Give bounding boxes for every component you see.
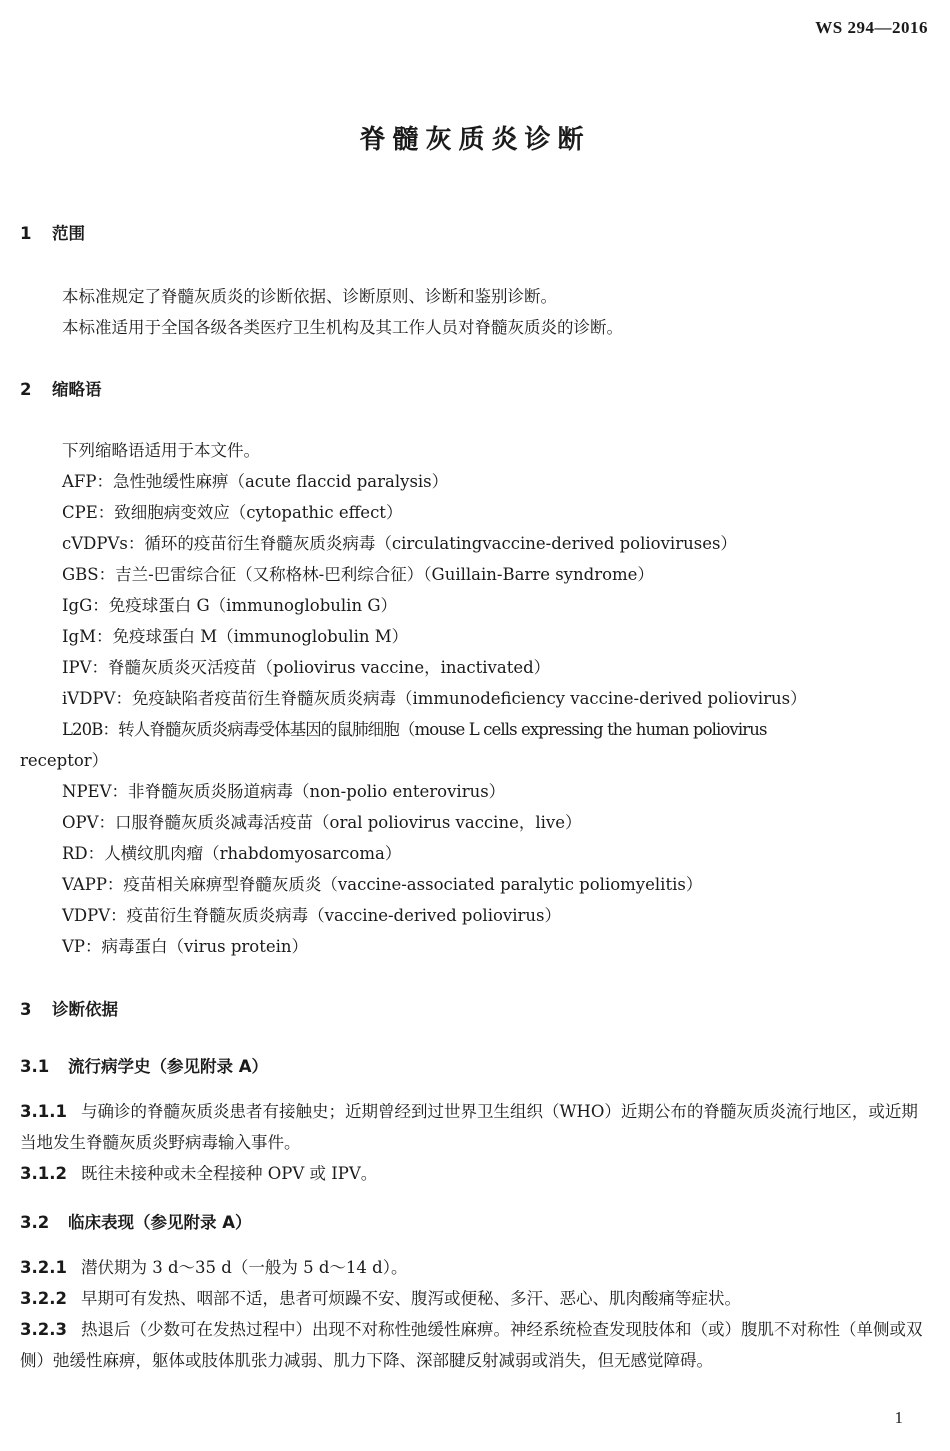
subsection-3-2-heading [20,1209,252,1233]
abbreviation-item: IgM：免疫球蛋白 M（immunoglobulin M） [62,627,409,646]
subsection-number: 3.1 [20,1057,50,1076]
section-1-heading [20,220,85,244]
section-3-heading [20,996,118,1020]
subsection-number: 3.2 [20,1213,50,1232]
clause-number: 3.2.2 [20,1289,67,1308]
section-title: 诊断依据 [52,1000,118,1019]
clause-text: 热退后（少数可在发热过程中）出现不对称性弛缓性麻痹。神经系统检查发现肢体和（或）腹肌不对称性（单侧或双侧）弛缓性麻痹，躯体或肢体肌张力减弱、肌力下降、深部腱反射减弱或消失，但无感觉障碍。 [20,1320,923,1370]
clause-text: 既往未接种或未全程接种 OPV 或 IPV。 [80,1164,378,1183]
clause-text: 潜伏期为 3 d～35 d（一般为 5 d～14 d）。 [80,1258,408,1277]
abbreviation-item: VDPV：疫苗衍生脊髓灰质炎病毒（vaccine-derived poliovirus） [62,906,561,925]
paragraph: 本标准适用于全国各级各类医疗卫生机构及其工作人员对脊髓灰质炎的诊断。 [62,318,623,337]
abbreviation-item: VP：病毒蛋白（virus protein） [62,937,309,956]
abbreviation-item: GBS：吉兰-巴雷综合征（又称格林-巴利综合征）（Guillain-Barre syndrome） [62,565,654,584]
clause-3-1-2 [20,1158,930,1189]
clause-3-2-2 [20,1283,930,1314]
clause-text: 早期可有发热、咽部不适，患者可烦躁不安、腹泻或便秘、多汗、恶心、肌肉酸痛等症状。 [80,1289,741,1308]
clause-number: 3.2.3 [20,1320,67,1339]
abbreviation-item: RD：人横纹肌肉瘤（rhabdomyosarcoma） [62,844,402,863]
abbreviation-item: iVDPV：免疫缺陷者疫苗衍生脊髓灰质炎病毒（immunodeficiency vaccine-derived poliovirus） [62,689,807,708]
section-title: 范围 [52,224,85,243]
clause-3-2-3 [20,1314,930,1376]
paragraph: 本标准规定了脊髓灰质炎的诊断依据、诊断原则、诊断和鉴别诊断。 [62,287,557,306]
page-number: 1 [894,1408,903,1427]
section-number: 3 [20,1000,32,1019]
subsection-title: 流行病学史（参见附录 A） [68,1057,269,1076]
abbreviation-item: cVDPVs：循环的疫苗衍生脊髓灰质炎病毒（circulatingvaccine-derived polioviruses） [62,534,737,553]
paragraph: 下列缩略语适用于本文件。 [62,441,260,460]
abbreviation-item: L20B：转人脊髓灰质炎病毒受体基因的鼠肺细胞（mouse L cells expressing the human poliovirus [62,720,767,739]
clause-number: 3.1.2 [20,1164,67,1183]
abbreviation-item: AFP：急性弛缓性麻痹（acute flaccid paralysis） [62,472,449,491]
abbreviation-item: IPV：脊髓灰质炎灭活疫苗（poliovirus vaccine，inactivated） [62,658,551,677]
abbreviation-item: IgG：免疫球蛋白 G（immunoglobulin G） [62,596,398,615]
clause-number: 3.2.1 [20,1258,67,1277]
clause-3-1-1 [20,1096,930,1158]
subsection-3-1-heading [20,1053,268,1077]
abbreviation-item: CPE：致细胞病变效应（cytopathic effect） [62,503,403,522]
standard-number: WS 294—2016 [815,18,928,37]
abbreviation-item: VAPP：疫苗相关麻痹型脊髓灰质炎（vaccine-associated paralytic poliomyelitis） [62,875,703,894]
clause-text: 与确诊的脊髓灰质炎患者有接触史；近期曾经到过世界卫生组织（WHO）近期公布的脊髓灰质炎流行地区，或近期当地发生脊髓灰质炎野病毒输入事件。 [20,1102,918,1152]
clause-number: 3.1.1 [20,1102,67,1121]
subsection-title: 临床表现（参见附录 A） [68,1213,252,1232]
abbreviation-item-continuation: receptor） [20,751,109,770]
section-number: 2 [20,380,32,399]
section-number: 1 [20,224,32,243]
section-title: 缩略语 [52,380,102,399]
section-2-heading [20,376,102,400]
document-title: 脊髓灰质炎诊断 [359,125,591,155]
abbreviation-item: OPV：口服脊髓灰质炎减毒活疫苗（oral poliovirus vaccine，live） [62,813,582,832]
clause-3-2-1 [20,1252,930,1283]
abbreviation-item: NPEV：非脊髓灰质炎肠道病毒（non-polio enterovirus） [62,782,506,801]
